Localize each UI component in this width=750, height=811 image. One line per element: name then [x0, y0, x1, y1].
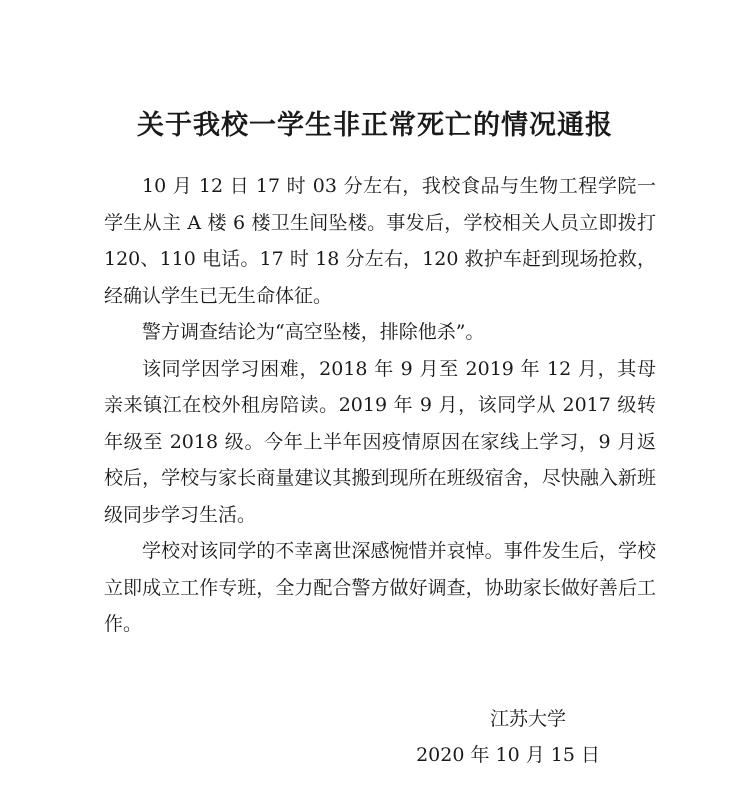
paragraph-student-background: 该同学因学习困难，2018 年 9 月至 2019 年 12 月，其母亲来镇江在校外租房陪读。2019 年 9 月，该同学从 2017 级转年级至 2018 级。今年上半年因疫情原因在家线上学习，9 月返校后，学校与家长商量建议其搬到现所在班级宿舍，尽快融入新班级同步学习生活。 [104, 357, 656, 526]
signature-date: 2020 年 10 月 15 日 [416, 744, 600, 766]
notice-title: 关于我校一学生非正常死亡的情况通报 [137, 110, 613, 142]
paragraph-school-response: 学校对该同学的不幸离世深感惋惜并哀悼。事件发生后，学校立即成立工作专班，全力配合警方做好调查，协助家长做好善后工作。 [104, 540, 656, 635]
signature-block [416, 701, 600, 773]
signature-organization: 江苏大学 [490, 708, 567, 730]
notice-body [104, 168, 656, 643]
paragraph-police-conclusion: 警方调查结论为“高空坠楼，排除他杀”。 [142, 321, 485, 343]
paragraph-incident: 10 月 12 日 17 时 03 分左右，我校食品与生物工程学院一学生从主 A 楼 6 楼卫生间坠楼。事发后，学校相关人员立即拨打 120、110 电话。17 时 18 分左右，120 救护车赶到现场抢救，经确认学生已无生命体征。 [104, 175, 656, 307]
